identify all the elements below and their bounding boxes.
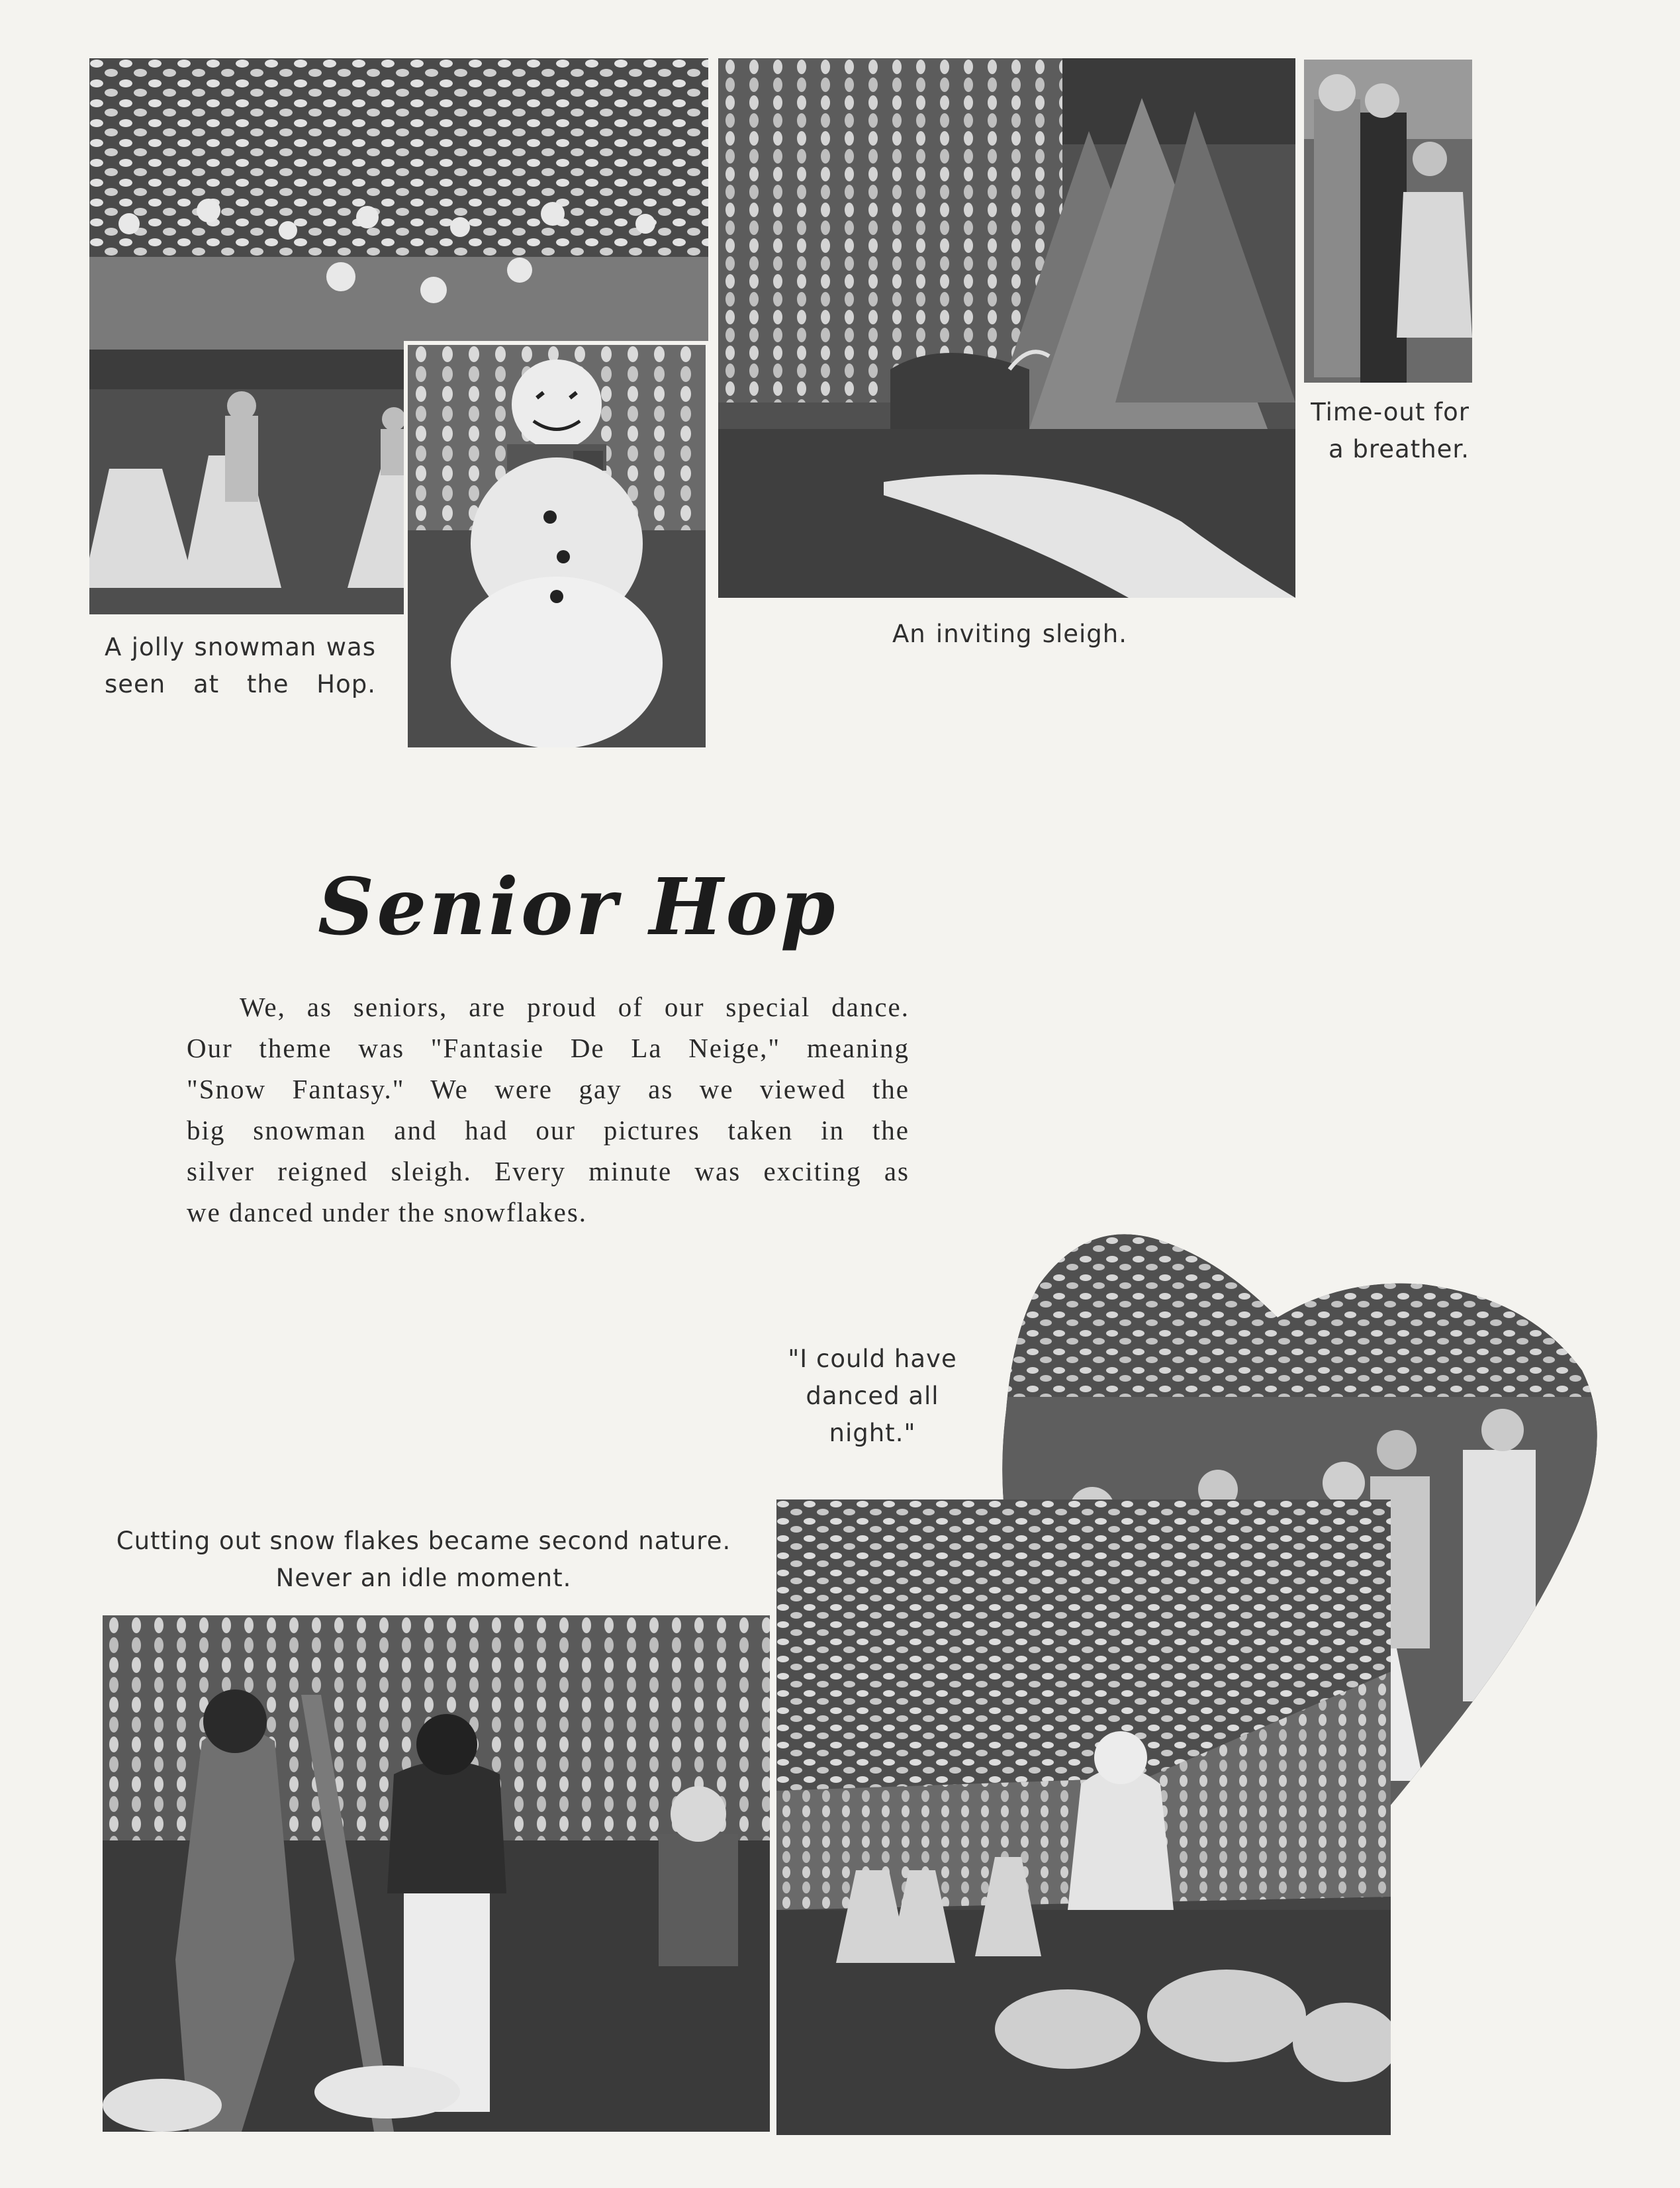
caption-snowman bbox=[105, 629, 376, 703]
caption-sleigh bbox=[892, 616, 1127, 653]
photo-cutting-flakes bbox=[103, 1615, 770, 2132]
caption-line: danced all bbox=[806, 1382, 939, 1410]
body-line: silver reigned sleigh. Every minute was exciting as bbox=[187, 1156, 910, 1186]
body-line: We, as seniors, are proud of our special dance. bbox=[240, 992, 910, 1022]
page-title: Senior Hop bbox=[318, 861, 838, 953]
photo-sleigh bbox=[718, 58, 1295, 598]
body-line: Our theme was "Fantasie De La Neige," meaning bbox=[187, 1033, 910, 1063]
photo-dance-floor bbox=[776, 1499, 1391, 2135]
caption-line: Cutting out snow flakes became second nature. bbox=[116, 1527, 731, 1555]
caption-danced bbox=[773, 1341, 972, 1452]
caption-line: A jolly snowman was bbox=[105, 633, 376, 661]
body-line: "Snow Fantasy." We were gay as we viewed the bbox=[187, 1074, 910, 1104]
caption-line: seen at the Hop. bbox=[105, 670, 376, 698]
caption-breather bbox=[1284, 394, 1470, 468]
body-line: we danced under the snowflakes. bbox=[187, 1197, 588, 1227]
body-line: big snowman and had our pictures taken in the bbox=[187, 1115, 910, 1145]
caption-line: Time-out for bbox=[1311, 398, 1470, 426]
photo-snowman bbox=[404, 341, 710, 751]
photo-breather bbox=[1304, 60, 1472, 383]
caption-flakes bbox=[99, 1523, 748, 1597]
caption-line: night." bbox=[829, 1419, 916, 1447]
caption-line: Never an idle moment. bbox=[275, 1564, 572, 1592]
body-paragraph bbox=[187, 986, 910, 1233]
caption-line: a breather. bbox=[1328, 435, 1470, 463]
caption-line: "I could have bbox=[788, 1345, 957, 1373]
caption-line: An inviting sleigh. bbox=[892, 620, 1127, 648]
